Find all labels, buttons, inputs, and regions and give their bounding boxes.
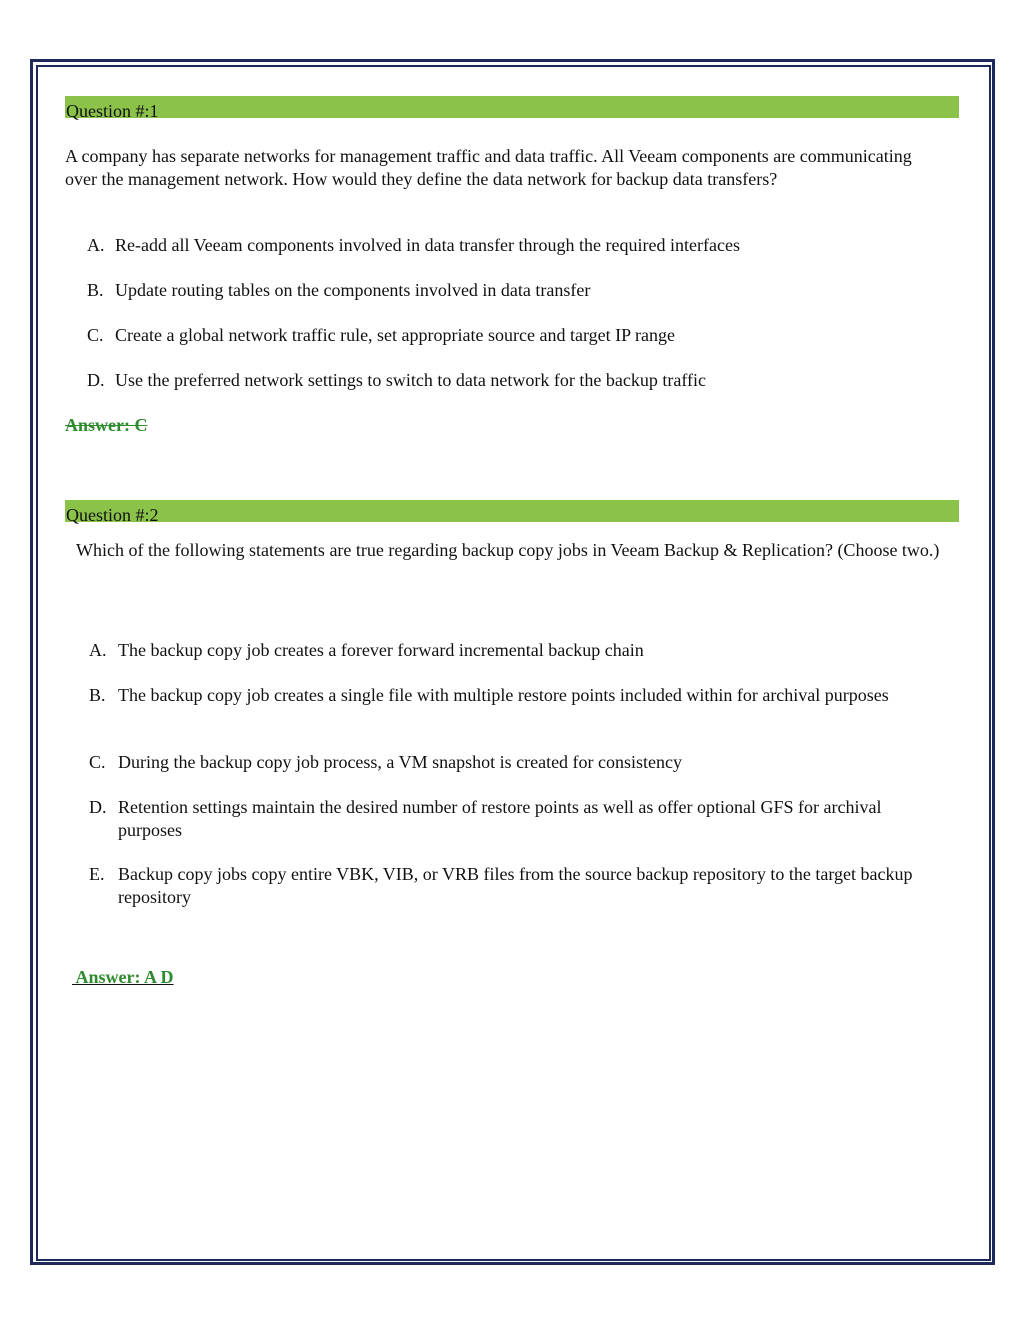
option-letter: E. — [89, 864, 105, 884]
option-text: Retention settings maintain the desired number of restore points as well as offer optional GFS for archival purposes — [118, 797, 882, 840]
question-1-answer: Answer: C — [65, 415, 148, 435]
question-2-header — [65, 500, 959, 525]
option-text: The backup copy job creates a single file with multiple restore points included within for archival purposes — [118, 685, 889, 705]
question-2-answer: Answer: A D — [72, 967, 174, 987]
option-letter: D. — [87, 370, 105, 390]
question-1-label: Question #:1 — [66, 101, 159, 121]
option-text: Backup copy jobs copy entire VBK, VIB, or VRB files from the source backup repository to the target backup repository — [118, 864, 913, 907]
option-letter: A. — [87, 235, 105, 255]
question-2-text: Which of the following statements are true regarding backup copy jobs in Veeam Backup & Replication? (Choose two.) — [76, 540, 940, 560]
option-letter: B. — [89, 685, 106, 705]
option-letter: B. — [87, 280, 104, 300]
question-2-label: Question #:2 — [66, 505, 159, 525]
option-letter: C. — [89, 752, 106, 772]
option-text: Re-add all Veeam components involved in data transfer through the required interfaces — [115, 235, 740, 255]
question-1-text: A company has separate networks for management traffic and data traffic. All Veeam components are communicating over the management network. How would they define the data network for backup data transfers? — [65, 146, 912, 189]
option-letter: D. — [89, 797, 107, 817]
option-letter: A. — [89, 640, 107, 660]
question-1-header — [65, 96, 959, 121]
option-letter: C. — [87, 325, 104, 345]
option-text: Update routing tables on the components involved in data transfer — [115, 280, 591, 300]
option-text: Use the preferred network settings to switch to data network for the backup traffic — [115, 370, 706, 390]
option-text: Create a global network traffic rule, set appropriate source and target IP range — [115, 325, 675, 345]
option-text: During the backup copy job process, a VM snapshot is created for consistency — [118, 752, 683, 772]
option-text: The backup copy job creates a forever forward incremental backup chain — [118, 640, 644, 660]
